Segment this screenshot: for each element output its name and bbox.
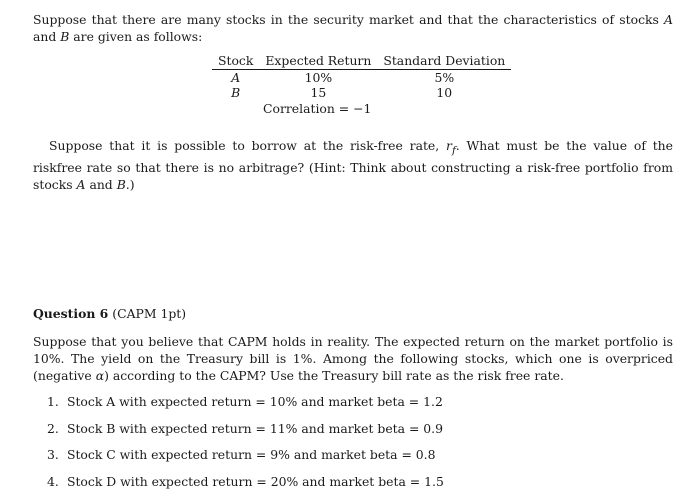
alpha-symbol: α [96, 368, 104, 383]
cell-standard-deviation: 5% [377, 70, 511, 86]
list-item [47, 446, 444, 473]
table-header-row [212, 54, 511, 70]
list-item [47, 473, 444, 499]
intro-text-post: are given as follows: [69, 29, 202, 44]
option-text: Stock C with expected return = 9% and market beta = 0.8 [67, 447, 436, 462]
stock-b-symbol: B [60, 29, 69, 44]
option-number: 2. [47, 420, 63, 437]
option-number: 4. [47, 473, 63, 490]
intro-paragraph [33, 11, 673, 45]
cell-stock: A [212, 70, 259, 86]
intro-text-pre: Suppose that there are many stocks in the security market and that the characteristics of stocks [33, 12, 664, 27]
stock-a-symbol: A [664, 12, 673, 27]
riskfree-rate-subscript: f [452, 144, 456, 156]
stock-a-symbol: A [77, 177, 86, 192]
cell-stock: B [212, 85, 259, 100]
option-number: 1. [47, 393, 63, 410]
header-expected-return: Expected Return [259, 54, 377, 70]
list-item [47, 393, 444, 420]
q5-text-pre: Suppose that it is possible to borrow at the risk-free rate, [49, 138, 446, 153]
correlation-note: Correlation = −1 [263, 101, 371, 116]
question6-subtitle: (CAPM 1pt) [112, 306, 186, 321]
q5-text-post1: . What must be the value of the riskfree rate so that there is no arbitrage? (Hint: Think about constructing a risk-free portfolio from stocks [33, 138, 673, 192]
stock-b-symbol: B [117, 177, 126, 192]
option-text: Stock D with expected return = 20% and market beta = 1.5 [67, 474, 444, 489]
list-item [47, 420, 444, 447]
table-row [212, 85, 511, 100]
header-standard-deviation: Standard Deviation [377, 54, 511, 70]
q5-text-and: and [86, 177, 117, 192]
cell-expected-return: 10% [259, 70, 377, 86]
intro-text-mid: and [33, 29, 60, 44]
stock-characteristics-table [212, 54, 511, 100]
cell-expected-return: 15 [259, 85, 377, 100]
q6-text-post: ) according to the CAPM? Use the Treasury bill rate as the risk free rate. [104, 368, 564, 383]
riskfree-rate-symbol: r [446, 138, 452, 153]
header-stock: Stock [212, 54, 259, 70]
q6-text-pre: Suppose that you believe that CAPM holds in reality. The expected return on the market portfolio is 10%. The yield on the Treasury bill is 1%. Among the following stocks, which one is overpriced (negative [33, 334, 673, 383]
question6-heading [33, 306, 186, 321]
question6-paragraph [33, 333, 673, 384]
answer-options-list [47, 393, 444, 499]
table-row [212, 70, 511, 86]
question5-paragraph [33, 137, 673, 193]
option-text: Stock B with expected return = 11% and market beta = 0.9 [67, 421, 443, 436]
question6-title: Question 6 [33, 306, 108, 321]
option-text: Stock A with expected return = 10% and market beta = 1.2 [67, 394, 443, 409]
option-number: 3. [47, 446, 63, 463]
cell-standard-deviation: 10 [377, 85, 511, 100]
q5-text-post2: .) [126, 177, 135, 192]
